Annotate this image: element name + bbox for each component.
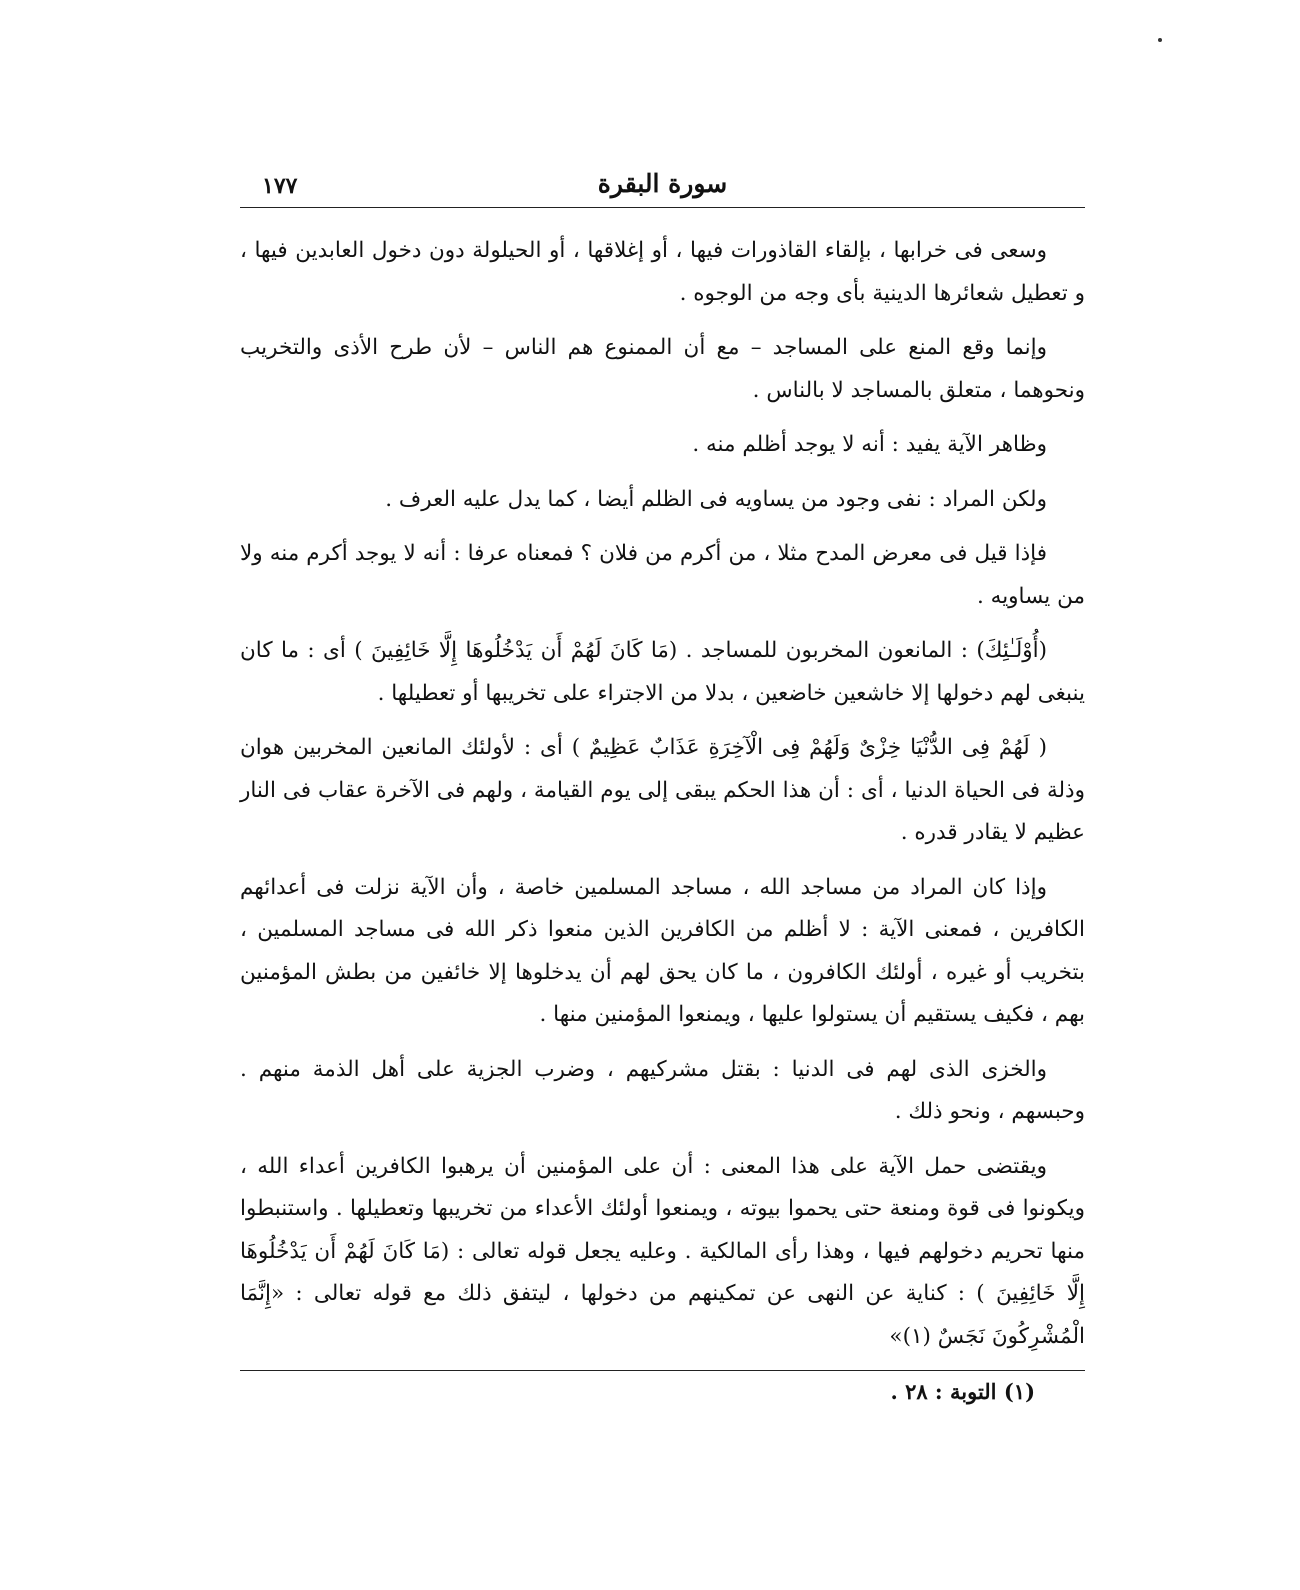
paragraph-4: ولكن المراد : نفى وجود من يساويه فى الظلم أيضا ، كما يدل عليه العرف . [385, 486, 1047, 512]
surah-title: سورة البقرة [597, 169, 728, 198]
paragraph-1: وسعى فى خرابها ، بإلقاء القاذورات فيها ، أو إغلاقها ، أو الحيلولة دون دخول العابدين فيها ، و تعطيل شعائرها الدينية بأى وجه من الوجوه . [240, 238, 1085, 306]
paragraph-7: ( لَهُمْ فِى الدُّنْيَا خِزْىٌ وَلَهُمْ فِى الْآخِرَةِ عَذَابٌ عَظِيمٌ ) أى : لأولئك المانعين المخربين هوان وذلة فى الحياة الدنيا ، أى : أن هذا الحكم يبقى إلى يوم القيامة ، ولهم فى الآخرة عقاب فى النار عظيم لا يقادر قدره . [240, 735, 1085, 845]
paragraph-10: ويقتضى حمل الآية على هذا المعنى : أن على المؤمنين أن يرهبوا الكافرين أعداء الله ، ويكونوا فى قوة ومنعة حتى يحموا بيوته ، ويمنعوا أولئك الأعداء من تخريبها وتعطيلها . واستنبطوا منها تحريم دخولهم فيها ، وهذا رأى المالكية . وعليه يجعل قوله تعالى : (مَا كَانَ لَهُمْ أَن يَدْخُلُوهَا إِلَّا خَائِفِينَ ) : كناية عن النهى عن تمكينهم من دخولها ، ليتفق ذلك مع قوله تعالى : «إِنَّمَا الْمُشْرِكُونَ نَجَسٌ (١)» [240, 1153, 1085, 1349]
paragraph-6: (أُوْلَـٰئِكَ) : المانعون المخربون للمساجد . (مَا كَانَ لَهُمْ أَن يَدْخُلُوهَا إِلَّا خَائِفِينَ ) أى : ما كان ينبغى لهم دخولها إلا خاشعين خاضعين ، بدلا من الاجتراء على تخريبها أو تعطيلها . [240, 638, 1085, 706]
paragraph-9: والخزى الذى لهم فى الدنيا : بقتل مشركيهم ، وضرب الجزية على أهل الذمة منهم . وحبسهم ، ونحو ذلك . [240, 1056, 1085, 1124]
ink-speck [1158, 38, 1162, 42]
page-number: ١٧٧ [262, 173, 298, 199]
paragraph-2: وإنما وقع المنع على المساجد – مع أن الممنوع هم الناس – لأن طرح الأذى والتخريب ونحوهما ، متعلق بالمساجد لا بالناس . [240, 335, 1085, 403]
footnote: (١) التوبة : ٢٨ . [890, 1379, 1035, 1404]
page-header [240, 165, 1085, 208]
paragraph-3: وظاهر الآية يفيد : أنه لا يوجد أظلم منه . [692, 432, 1047, 457]
book-page [240, 165, 1085, 1404]
page-body [240, 230, 1085, 1358]
paragraph-8: وإذا كان المراد من مساجد الله ، مساجد المسلمين خاصة ، وأن الآية نزلت فى أعدائهم الكافرين ، فمعنى الآية : لا أظلم من الكافرين الذين منعوا ذكر الله فى مساجد المسلمين ، بتخريب أو غيره ، أولئك الكافرون ، ما كان يحق لهم أن يدخلوها إلا خائفين من بطش المؤمنين بهم ، فكيف يستقيم أن يستولوا عليها ، ويمنعوا المؤمنين منها . [240, 874, 1085, 1027]
footnote-divider [240, 1370, 1085, 1371]
paragraph-5: فإذا قيل فى معرض المدح مثلا ، من أكرم من فلان ؟ فمعناه عرفا : أنه لا يوجد أكرم منه ولا من يساويه . [240, 541, 1085, 609]
